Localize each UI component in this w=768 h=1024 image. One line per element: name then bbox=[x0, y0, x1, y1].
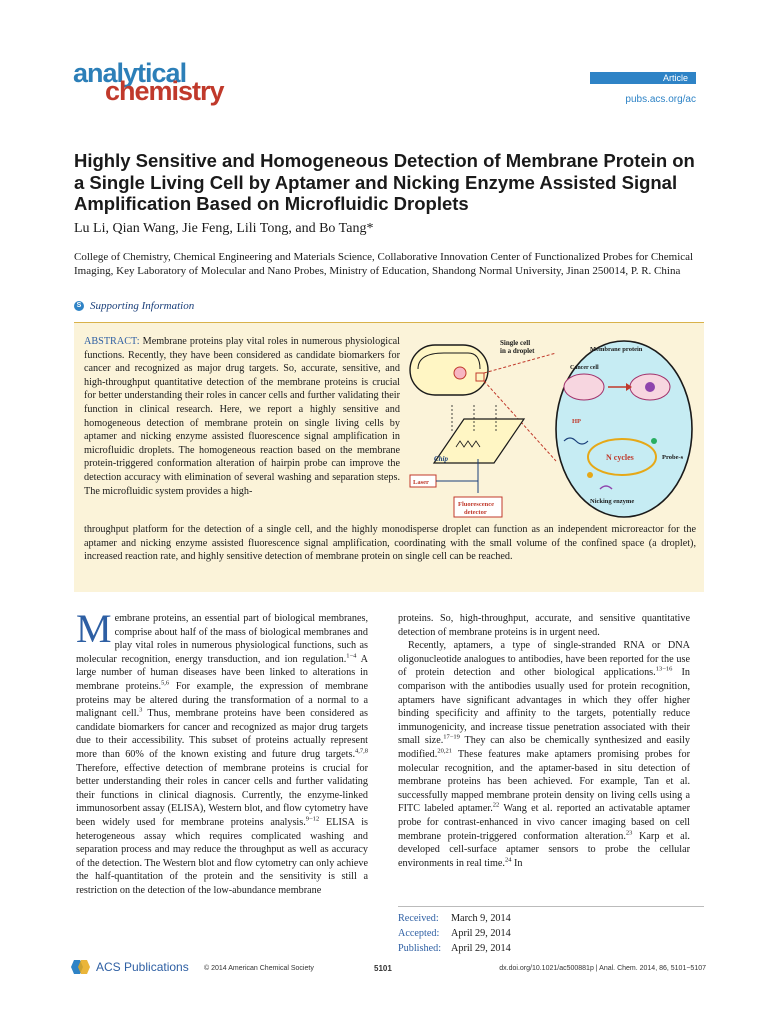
n-cycles-label: N cycles bbox=[606, 453, 634, 462]
received-row bbox=[398, 911, 704, 926]
intro-text-5: Therefore, effective detection of membrane proteins is crucial for better understanding their roles in cancer cells and further validating their functions in clinical diagnosis. Currently, the enzyme-linked immunosorbent assay (ELISA), Western blot, and flow cytometry have been widely used for membrane proteins analysis. bbox=[76, 762, 368, 828]
acs-publications-logo[interactable] bbox=[70, 960, 189, 974]
right-paragraph-1: proteins. So, high-throughput, accurate, and sensitive quantitative detection of membrane proteins is in urgent need. bbox=[398, 613, 690, 638]
abstract-text-part1 bbox=[84, 335, 400, 498]
chip-label: Chip bbox=[434, 455, 449, 463]
citation-ref[interactable]: 24 bbox=[504, 856, 512, 864]
citation-ref[interactable]: 13−16 bbox=[655, 665, 673, 673]
right-paragraph-2 bbox=[398, 639, 690, 870]
intro-text-2: A large number of human diseases have been linked to alterations in membrane proteins. bbox=[76, 653, 368, 692]
intro-text-3: For example, the expression of membrane proteins may be altered during the transformation of a normal to a malignant cell. bbox=[76, 680, 368, 720]
aptamer-text-6: Karp et al. developed cell-surface aptamer sensors to probe the cellular environments in real time. bbox=[398, 830, 690, 869]
aptamer-text-5: Wang et al. reported an activatable aptamer probe for contrast-enhanced in vivo cancer imaging based on cell membrane protein-triggered conformation alteration. bbox=[398, 803, 690, 842]
published-row bbox=[398, 941, 704, 956]
publication-dates bbox=[398, 906, 704, 956]
body-column-left bbox=[76, 606, 368, 897]
intro-text-4: Thus, membrane proteins have been considered as candidate biomarkers for cancer and recognized as major drug targets due to their accessibility. This subset of proteins actually represent more than 60% of the known existing and future drug targets. bbox=[76, 708, 368, 760]
citation-ref[interactable]: 1−4 bbox=[346, 652, 357, 660]
acs-publications-text: ACS Publications bbox=[96, 960, 189, 974]
supporting-information-link[interactable] bbox=[74, 300, 194, 312]
published-date: April 29, 2014 bbox=[451, 943, 511, 954]
copyright-text: © 2014 American Chemical Society bbox=[204, 965, 314, 972]
acs-hexagon-icon bbox=[70, 960, 92, 974]
body-column-right bbox=[398, 612, 690, 870]
aptamer-text-3: They can also be chemically synthesized and easily modified. bbox=[398, 735, 690, 760]
citation-ref[interactable]: 9−12 bbox=[305, 815, 320, 823]
dropcap: M bbox=[76, 606, 112, 651]
doi-citation[interactable]: dx.doi.org/10.1021/ac500881p | Anal. Chem. 2014, 86, 5101−5107 bbox=[499, 965, 706, 972]
citation-ref[interactable]: 5,6 bbox=[161, 679, 170, 687]
article-type-badge: Article bbox=[590, 72, 696, 84]
toc-graphic bbox=[404, 331, 694, 521]
intro-text-6: ELISA is heterogeneous assay which requires complicated washing and separation process and may reduce the throughput as well as accuracy of the detection. The Western blot and flow cytometry can only achieve the half-quantitation of the protein and the sensitivity is still a restriction on the detection of the low-abundance membrane bbox=[76, 816, 368, 896]
journal-url-link[interactable]: pubs.acs.org/ac bbox=[625, 94, 696, 105]
detector-label-1: Fluorescence bbox=[458, 501, 494, 508]
author-list: Lu Li, Qian Wang, Jie Feng, Lili Tong, and Bo Tang* bbox=[74, 221, 374, 236]
aptamer-text-7: In bbox=[511, 857, 523, 869]
published-label: Published: bbox=[398, 943, 442, 954]
supporting-info-label: Supporting Information bbox=[90, 300, 195, 312]
logo-word-analytical: analytical bbox=[73, 58, 187, 88]
aptamer-text-4: These features make aptamers promising probes for molecular recognition, and the aptamer-based in situ detection of membrane proteins has been achieved. For example, Tan et al. successfully mapped membrane protein density on living cells using a FITC labeled aptamer. bbox=[398, 748, 690, 815]
citation-ref[interactable]: 4,7,8 bbox=[355, 747, 368, 755]
logo-word-chemistry: chemistry bbox=[105, 76, 224, 106]
aptamer-text-2: In comparison with the antibodies usually used for protein recognition, aptamers have significant advantages in which they offer higher binding specificity and affinity to the targets, potentially reduce immunogenicity, and increase tissue penetration associated with their small size. bbox=[398, 667, 690, 747]
membrane-protein-label: Membrane protein bbox=[590, 346, 643, 353]
cancer-cell-1 bbox=[564, 374, 604, 400]
hp-label: HP bbox=[572, 418, 582, 425]
accepted-label: Accepted: bbox=[398, 928, 440, 939]
citation-ref[interactable]: 17−19 bbox=[443, 733, 460, 741]
droplet bbox=[454, 367, 466, 379]
accepted-row bbox=[398, 926, 704, 941]
journal-logo bbox=[73, 60, 224, 105]
probe-s-label: Probe-s bbox=[662, 454, 684, 461]
citation-ref[interactable]: 20,21 bbox=[437, 747, 452, 755]
page-footer bbox=[70, 960, 706, 980]
intro-text-1: embrane proteins, an essential part of biological membranes, comprise about half of the mass of biological membranes and play vital roles in numerous physiological functions, such as molecular recognition, energy transduction, and ion regulation. bbox=[76, 613, 368, 665]
aptamer-text-1: Recently, aptamers, a type of single-stranded RNA or DNA oligonucleotide analogues to antibodies, have been reported for the use of protein detection and other biological applications. bbox=[398, 640, 690, 679]
abstract-body-part2: throughput platform for the detection of a single cell, and the highly monodisperse droplet can function as an independent microreactor for the aptamer and nicking enzyme assisted fluorescence signal amplification, coordinating with the small volume of the confined space (a droplet), increased reaction rate, and highly sensitive detection of membrane protein on single cell can be reached. bbox=[84, 524, 696, 563]
abstract-box bbox=[74, 322, 704, 592]
citation-ref[interactable]: 3 bbox=[139, 706, 143, 714]
received-date: March 9, 2014 bbox=[451, 913, 511, 924]
received-label: Received: bbox=[398, 913, 439, 924]
in-droplet-label: in a droplet bbox=[500, 347, 535, 355]
citation-ref[interactable]: 22 bbox=[492, 801, 500, 809]
single-cell-label: Single cell bbox=[500, 339, 531, 347]
page-number: 5101 bbox=[374, 964, 392, 973]
paper-title: Highly Sensitive and Homogeneous Detection of Membrane Protein on a Single Living Cell by Aptamer and Nicking Enzyme Assisted Signal Amplification Based on Microfluidic Droplets bbox=[74, 150, 695, 214]
supporting-info-icon: S bbox=[74, 301, 84, 311]
citation-ref[interactable]: 23 bbox=[625, 829, 633, 837]
laser-label: Laser bbox=[413, 479, 429, 486]
affiliation: College of Chemistry, Chemical Engineering and Materials Science, Collaborative Innovation Center of Functionalized Probes for Chemical Imaging, Key Laboratory of Molecular and Nano Probes, Ministry of Education, Shandong Normal University, Jinan 250014, P. R. China bbox=[74, 251, 694, 277]
nicking-enzyme-label: Nicking enzyme bbox=[590, 498, 635, 505]
abstract-body-part1: Membrane proteins play vital roles in numerous physiological functions. Recently, they have been considered as candidate biomarkers for cancer and recognized as major drug targets. So, accurate, sensitive, and high-throughput quantitative detection of the membrane proteins is crucial for better understanding their roles in cancer cells and further validating their function in clinical research. Here, we report a highly sensitive and homogeneous detection of membrane protein on single living cells by aptamer and nicking enzyme assisted fluorescence signal amplification in microfluidic droplets. The homogeneous reaction based on the membrane protein-triggered conformation alteration of hairpin probe can improve the detection accuracy with elimination of several washing and separation steps. The microfluidic system provides a high- bbox=[84, 336, 400, 497]
cancer-cell-label: Cancer cell bbox=[570, 365, 599, 371]
abstract-label: ABSTRACT: bbox=[84, 336, 140, 347]
accepted-date: April 29, 2014 bbox=[451, 928, 511, 939]
detector-label-2: detector bbox=[464, 509, 487, 516]
